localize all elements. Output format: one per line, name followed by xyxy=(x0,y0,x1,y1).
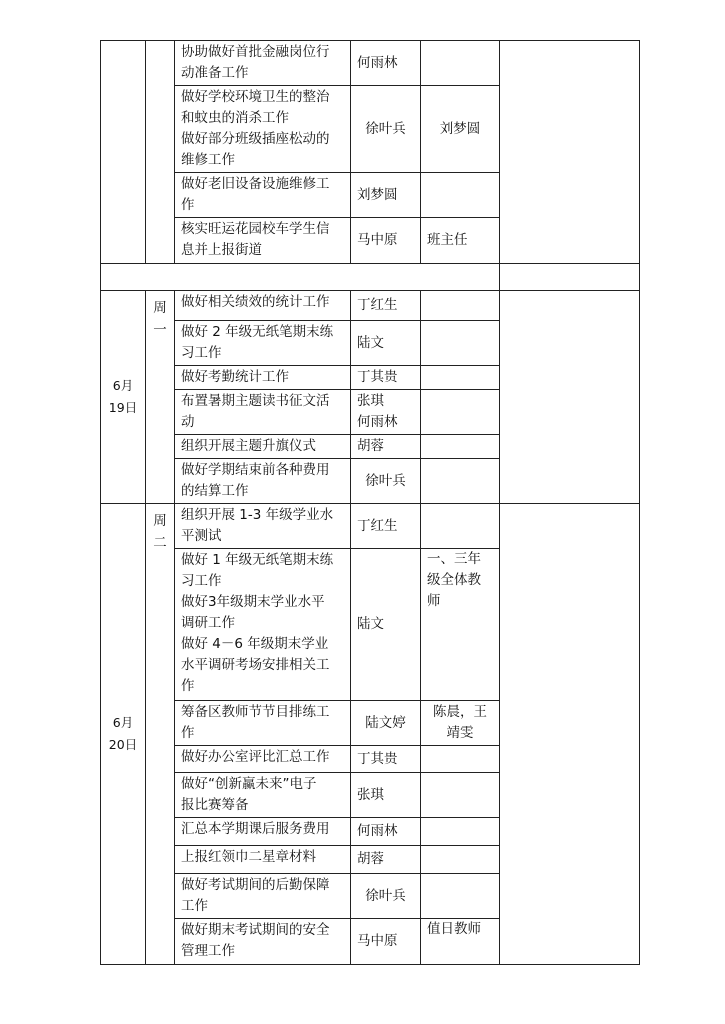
cell-line: 值日教师 xyxy=(427,921,481,937)
cooperator-cell xyxy=(421,919,500,965)
cooperator-cell xyxy=(421,701,500,746)
cell-line: 做好期末考试期间的安全 xyxy=(181,922,330,938)
cell-line: 一、三年 xyxy=(427,551,481,567)
responsible-cell xyxy=(351,504,421,549)
cell-line: 周 xyxy=(153,513,167,529)
cell-line: 级全体教 xyxy=(427,572,481,588)
cell-line: 做好 4－6 年级期末学业 xyxy=(181,636,329,652)
table-row xyxy=(101,41,640,86)
cell-line: 徐叶兵 xyxy=(365,887,406,904)
responsible-cell xyxy=(351,291,421,321)
cell-line: 的结算工作 xyxy=(181,483,249,499)
cell-line: 做好相关绩效的统计工作 xyxy=(181,294,330,310)
cell-line: 徐叶兵 xyxy=(365,472,406,489)
cell-line: 习工作 xyxy=(181,573,222,589)
responsible-cell xyxy=(351,746,421,773)
cell-line: 丁红生 xyxy=(357,297,398,313)
cell-line: 调研工作 xyxy=(181,615,235,631)
cell-line: 丁其贵 xyxy=(357,369,398,385)
responsible-cell xyxy=(351,818,421,846)
cooperator-cell xyxy=(421,846,500,874)
responsible-cell xyxy=(351,321,421,366)
cell-line: 做好部分班级插座松动的 xyxy=(181,131,330,147)
cell-line: 核实旺运花园校车学生信 xyxy=(181,221,330,237)
responsible-cell xyxy=(351,919,421,965)
cell-line: 平测试 xyxy=(181,528,222,544)
cell-line: 胡蓉 xyxy=(357,438,384,454)
remarks-cell xyxy=(500,291,640,504)
cell-line: 何雨林 xyxy=(357,54,398,71)
task-cell xyxy=(175,919,351,965)
cooperator-cell xyxy=(421,549,500,701)
cell-line: 做好办公室评比汇总工作 xyxy=(181,749,330,765)
cell-line: 工作 xyxy=(181,898,208,914)
separator-cell xyxy=(101,264,500,291)
cell-line: 做好3年级期末学业水平 xyxy=(181,594,325,610)
cell-line: 陆文 xyxy=(357,616,384,632)
cell-line: 马中原 xyxy=(357,933,398,949)
responsible-cell xyxy=(351,874,421,919)
weekday-cell xyxy=(146,504,175,965)
cell-line: 报比赛筹备 xyxy=(181,797,249,813)
responsible-cell xyxy=(351,173,421,218)
task-cell xyxy=(175,504,351,549)
task-cell xyxy=(175,874,351,919)
task-cell xyxy=(175,846,351,874)
cell-line: 张琪 xyxy=(357,786,384,803)
responsible-cell xyxy=(351,390,421,435)
task-cell xyxy=(175,218,351,264)
cell-line: 一 xyxy=(153,322,167,338)
cell-line: 丁其贵 xyxy=(357,750,398,767)
cooperator-cell xyxy=(421,773,500,818)
cell-line: 布置暑期主题读书征文活 xyxy=(181,393,330,409)
cell-line: 习工作 xyxy=(181,345,222,361)
remarks-cell xyxy=(500,264,640,291)
cell-line: 陆文 xyxy=(357,334,384,351)
schedule-table xyxy=(100,40,640,965)
cooperator-cell xyxy=(421,41,500,86)
responsible-cell xyxy=(351,218,421,264)
task-cell xyxy=(175,701,351,746)
cell-line: 作 xyxy=(181,197,195,213)
task-cell xyxy=(175,291,351,321)
cell-line: 动 xyxy=(181,414,195,430)
cell-line: 师 xyxy=(427,593,441,609)
responsible-cell xyxy=(351,701,421,746)
cooperator-cell xyxy=(421,366,500,390)
date-cell xyxy=(101,41,146,264)
cooperator-cell xyxy=(421,321,500,366)
cell-line: 做好学校环境卫生的整治 xyxy=(181,89,330,105)
weekday-cell xyxy=(146,291,175,504)
cell-line: 二 xyxy=(153,535,167,551)
cell-line: 做好考勤统计工作 xyxy=(181,369,289,385)
cooperator-cell xyxy=(421,173,500,218)
cell-line: 上报红领巾二星章材料 xyxy=(181,849,316,865)
date-cell xyxy=(101,504,146,965)
cell-line: 汇总本学期课后服务费用 xyxy=(181,821,330,837)
task-cell xyxy=(175,459,351,504)
task-cell xyxy=(175,321,351,366)
responsible-cell xyxy=(351,459,421,504)
task-cell xyxy=(175,41,351,86)
cell-line: 陈晨，王 xyxy=(433,704,487,720)
cooperator-cell xyxy=(421,291,500,321)
cooperator-cell xyxy=(421,504,500,549)
cell-line: 19日 xyxy=(108,400,138,415)
cell-line: 丁红生 xyxy=(357,517,398,534)
cell-line: 管理工作 xyxy=(181,943,235,959)
cell-line: 维修工作 xyxy=(181,152,235,168)
remarks-cell xyxy=(500,41,640,264)
cell-line: 组织开展 1-3 年级学业水 xyxy=(181,507,334,523)
task-cell xyxy=(175,818,351,846)
remarks-cell xyxy=(500,504,640,965)
cell-line: 胡蓉 xyxy=(357,851,384,867)
task-cell xyxy=(175,549,351,701)
cooperator-cell xyxy=(421,218,500,264)
cell-line: 做好学期结束前各种费用 xyxy=(181,462,330,478)
responsible-cell xyxy=(351,846,421,874)
table-row xyxy=(101,291,640,321)
task-cell xyxy=(175,86,351,173)
cell-line: 协助做好首批金融岗位行 xyxy=(181,44,330,60)
task-cell xyxy=(175,435,351,459)
cell-line: 做好 1 年级无纸笔期末练 xyxy=(181,552,334,568)
cell-line: 马中原 xyxy=(357,232,398,248)
cooperator-cell xyxy=(421,746,500,773)
cooperator-cell xyxy=(421,390,500,435)
date-cell xyxy=(101,291,146,504)
cell-line: 刘梦圆 xyxy=(439,120,481,137)
task-cell xyxy=(175,390,351,435)
cell-line: 刘梦圆 xyxy=(357,186,398,203)
cooperator-cell xyxy=(421,86,500,173)
cooperator-cell xyxy=(421,459,500,504)
weekday-cell xyxy=(146,41,175,264)
cell-line: 动准备工作 xyxy=(181,65,249,81)
cell-line: 何雨林 xyxy=(357,414,398,430)
cooperator-cell xyxy=(421,818,500,846)
cell-line: 陆文婷 xyxy=(365,714,406,731)
cell-line: 作 xyxy=(181,678,195,694)
table-row xyxy=(101,504,640,549)
cell-line: 做好考试期间的后勤保障 xyxy=(181,877,330,893)
cell-line: 6月 xyxy=(112,378,134,393)
cell-line: 班主任 xyxy=(427,232,468,248)
task-cell xyxy=(175,366,351,390)
task-cell xyxy=(175,773,351,818)
cell-line: 做好老旧设备设施维修工 xyxy=(181,176,330,192)
cell-line: 筹备区教师节节目排练工 xyxy=(181,704,330,720)
cell-line: 20日 xyxy=(108,737,138,752)
task-cell xyxy=(175,746,351,773)
separator-row xyxy=(101,264,640,291)
cell-line: 作 xyxy=(181,725,195,741)
cell-line: 组织开展主题升旗仪式 xyxy=(181,438,316,454)
cell-line: 水平调研考场安排相关工 xyxy=(181,657,330,673)
responsible-cell xyxy=(351,41,421,86)
cell-line: 靖雯 xyxy=(446,725,474,741)
cooperator-cell xyxy=(421,435,500,459)
cell-line: 息并上报街道 xyxy=(181,242,262,258)
cell-line: 做好“创新赢未来”电子 xyxy=(181,776,317,792)
responsible-cell xyxy=(351,435,421,459)
cell-line: 徐叶兵 xyxy=(365,120,406,137)
responsible-cell xyxy=(351,773,421,818)
cell-line: 和蚊虫的消杀工作 xyxy=(181,110,289,126)
cell-line: 做好 2 年级无纸笔期末练 xyxy=(181,324,334,340)
responsible-cell xyxy=(351,549,421,701)
cell-line: 6月 xyxy=(112,715,134,730)
responsible-cell xyxy=(351,86,421,173)
cell-line: 张琪 xyxy=(357,393,384,409)
cell-line: 周 xyxy=(153,300,167,316)
cooperator-cell xyxy=(421,874,500,919)
task-cell xyxy=(175,173,351,218)
responsible-cell xyxy=(351,366,421,390)
cell-line: 何雨林 xyxy=(357,823,398,839)
